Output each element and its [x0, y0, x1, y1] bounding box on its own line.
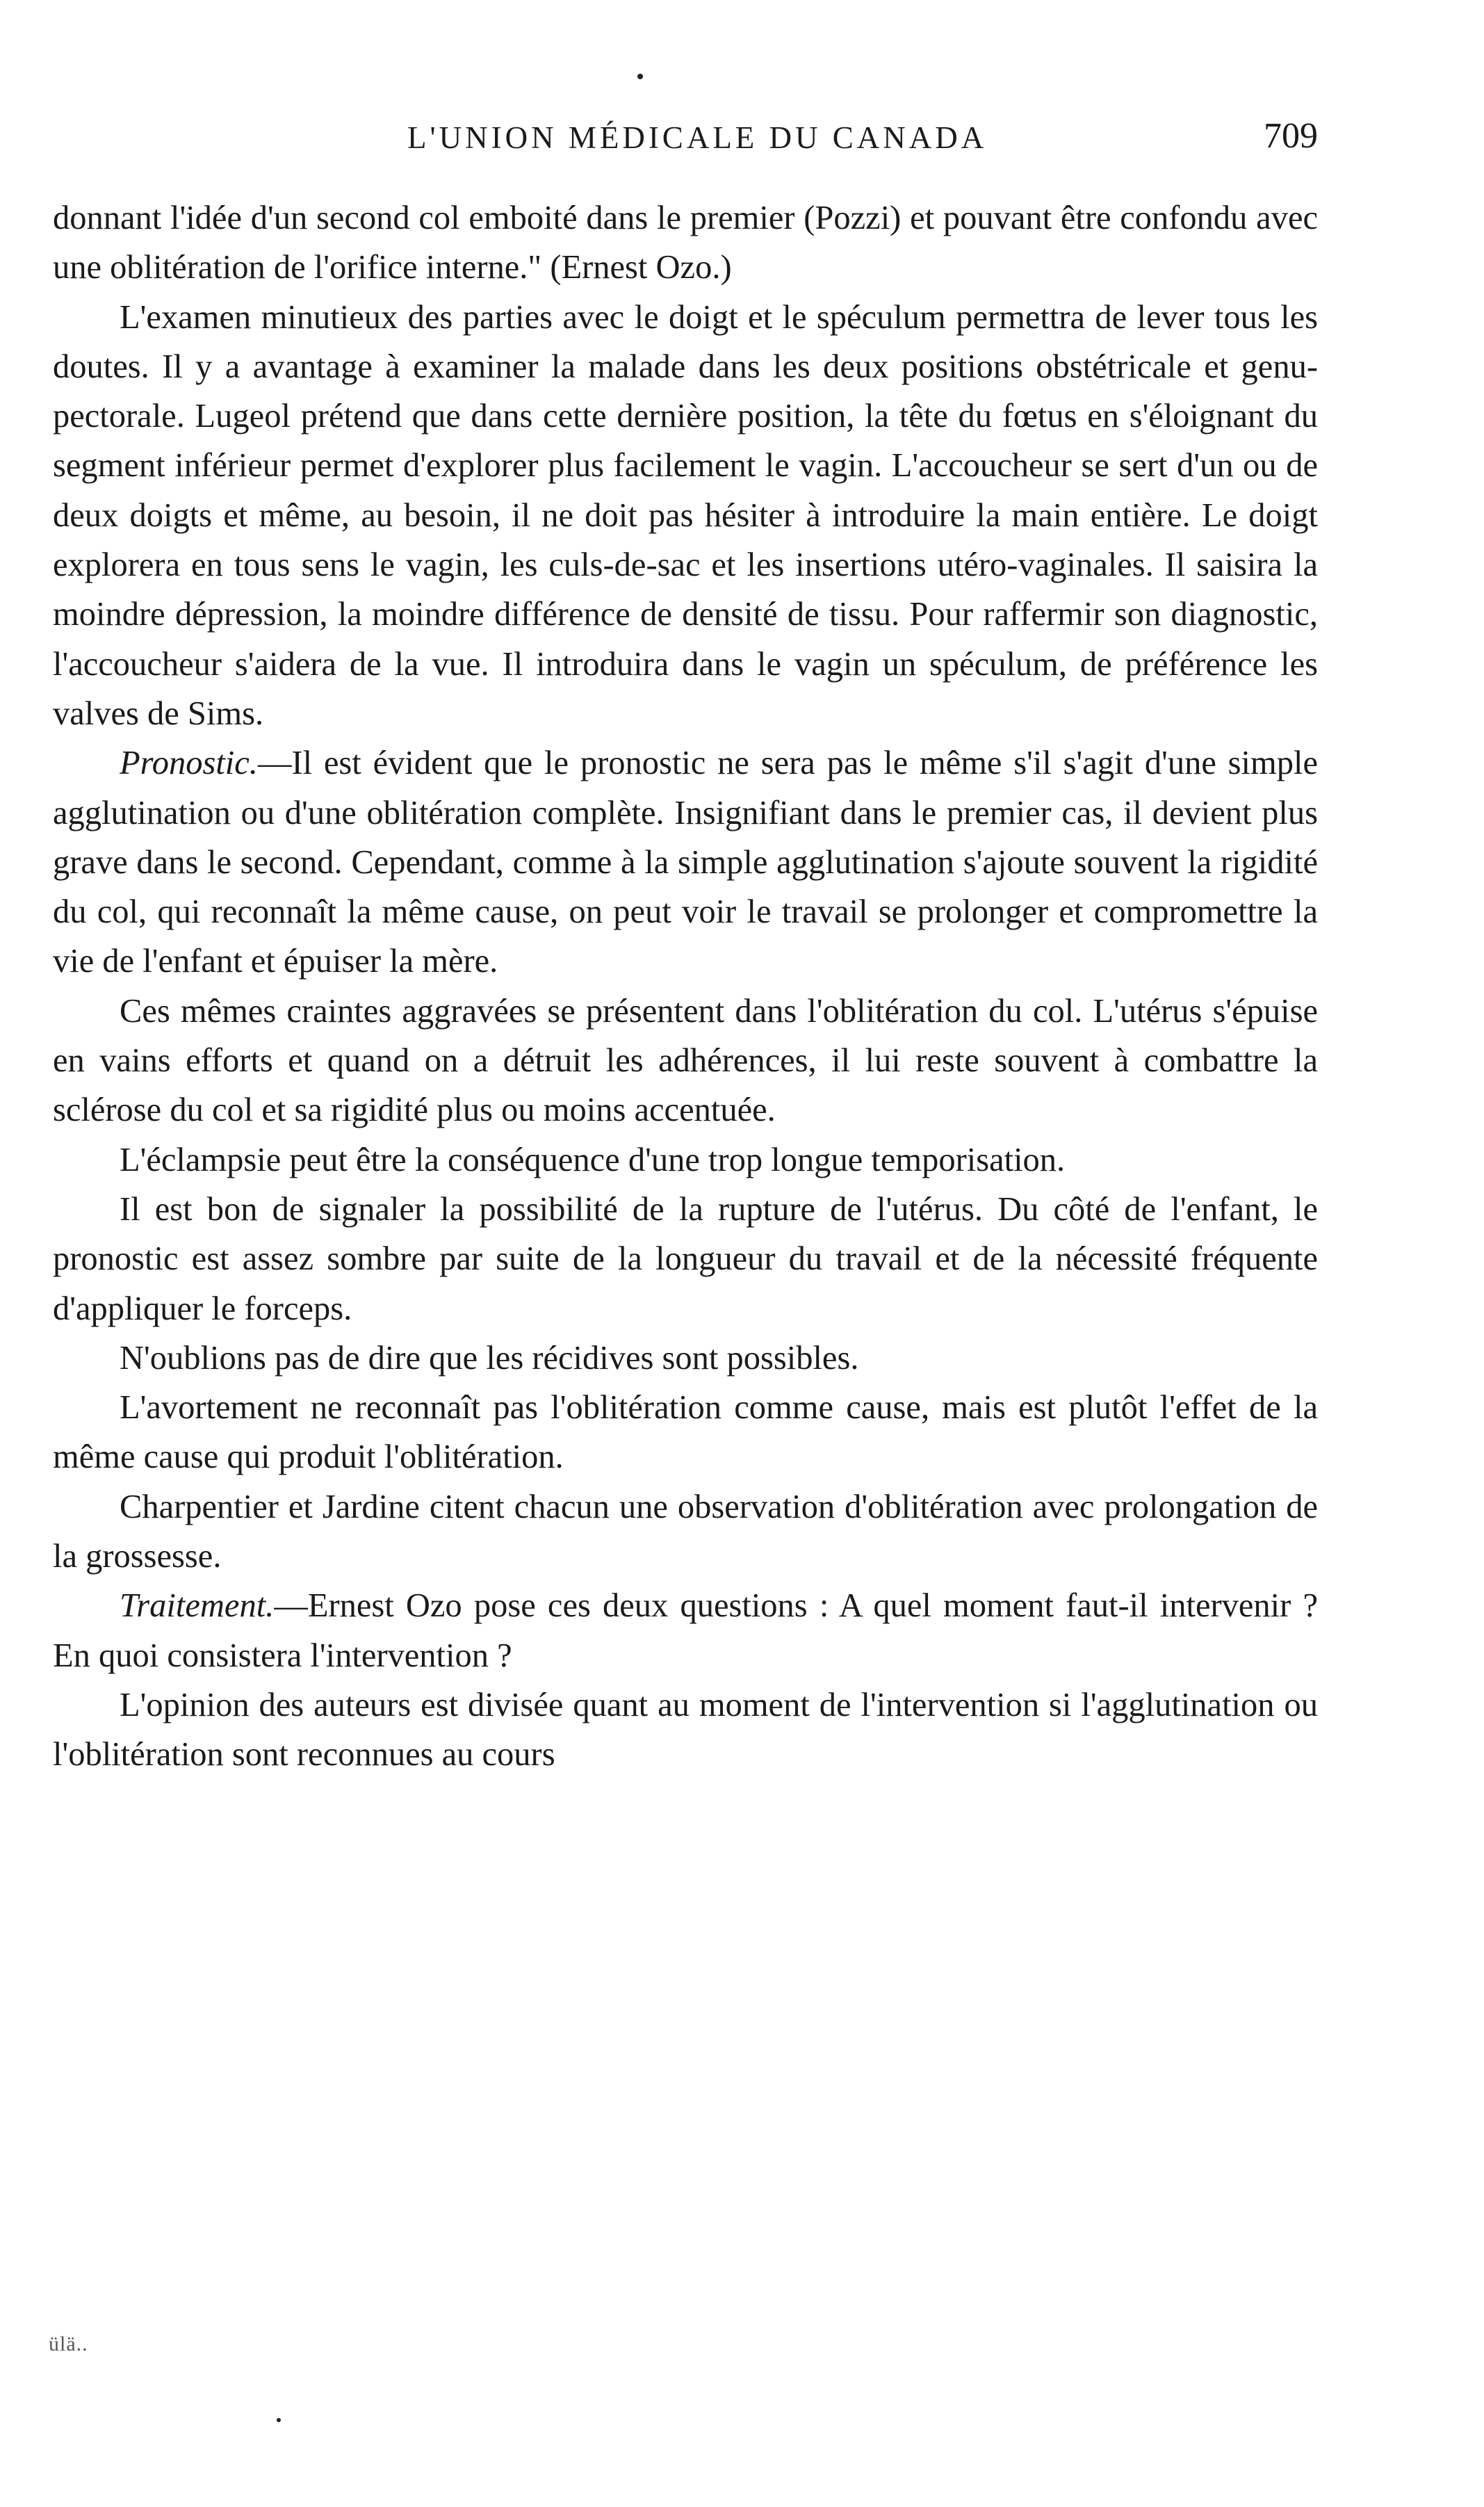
section-heading-pronostic: Pronostic. [120, 745, 258, 782]
section-heading-traitement: Traitement. [120, 1587, 275, 1625]
paragraph-charpentier: Charpentier et Jardine citent chacun une observation d'oblitération avec prolongation de la grossesse. [53, 1488, 1318, 1575]
running-head [53, 116, 1318, 168]
paragraph-craintes: Ces mêmes craintes aggravées se présentent dans l'oblitération du col. L'utérus s'épuise en vains efforts et quand on a détruit les adhérences, il lui reste souvent à combattre la sclérose du col et sa rigidité plus ou moins accentuée. [53, 992, 1318, 1129]
ink-speck-bottom [277, 2418, 281, 2422]
body-text [53, 193, 1318, 1780]
paragraph-eclampsie: L'éclampsie peut être la conséquence d'une trop longue temporisation. [120, 1141, 1066, 1178]
page-number: 709 [1264, 116, 1318, 156]
paragraph-avortement: L'avortement ne reconnaît pas l'oblitération comme cause, mais est plutôt l'effet de la même cause qui produit l'oblitération. [53, 1389, 1318, 1476]
paragraph-opinion: L'opinion des auteurs est divisée quant au moment de l'intervention si l'agglutination ou l'oblitération sont reconnues au cours [53, 1686, 1318, 1774]
paragraph-examen: L'examen minutieux des parties avec le doigt et le spéculum permettra de lever tous les doutes. Il y a avantage à examiner la malade dans les deux positions obstétricale et genu-pectorale. Lugeol prétend que dans cette dernière position, la tête du fœtus en s'éloignant du segment inférieur permet d'explorer plus facilement le vagin. L'accoucheur se sert d'un ou de deux doigts et même, au besoin, il ne doit pas hésiter à introduire la main entière. Le doigt explorera en tous sens le vagin, les culs-de-sac et les insertions utéro-vaginales. Il saisira la moindre dépression, la moindre différence de densité de tissu. Pour raffermir son diagnostic, l'accoucheur s'aidera de la vue. Il introduira dans le vagin un spéculum, de préférence les valves de Sims. [53, 298, 1318, 732]
paragraph-rupture: Il est bon de signaler la possibilité de la rupture de l'utérus. Du côté de l'enfant, le pronostic est assez sombre par suite de la longueur du travail et de la nécessité fréquente d'appliquer le forceps. [53, 1190, 1318, 1327]
ink-speck-top [637, 74, 643, 79]
paragraph-recidives: N'oublions pas de dire que les récidives sont possibles. [120, 1339, 859, 1377]
paragraph-continuation: donnant l'idée d'un second col emboité dans le premier (Pozzi) et pouvant être confondu avec une oblitération de l'orifice interne." (Ernest Ozo.) [53, 200, 1318, 286]
paragraph-traitement: Traitement.—Ernest Ozo pose ces deux questions : A quel moment faut-il intervenir ? En quoi consistera l'intervention ? [53, 1587, 1318, 1674]
scan-mark: ülä.. [49, 2332, 88, 2355]
paragraph-pronostic: Pronostic.—Il est évident que le pronostic ne sera pas le même s'il s'agit d'une simple agglutination ou d'une oblitération complète. Insignifiant dans le premier cas, il devient plus grave dans le second. Cependant, comme à la simple agglutination s'ajoute souvent la rigidité du col, qui reconnaît la même cause, on peut voir le travail se prolonger et compromettre la vie de l'enfant et épuiser la mère. [53, 745, 1318, 980]
running-title: L'UNION MÉDICALE DU CANADA [407, 120, 988, 155]
